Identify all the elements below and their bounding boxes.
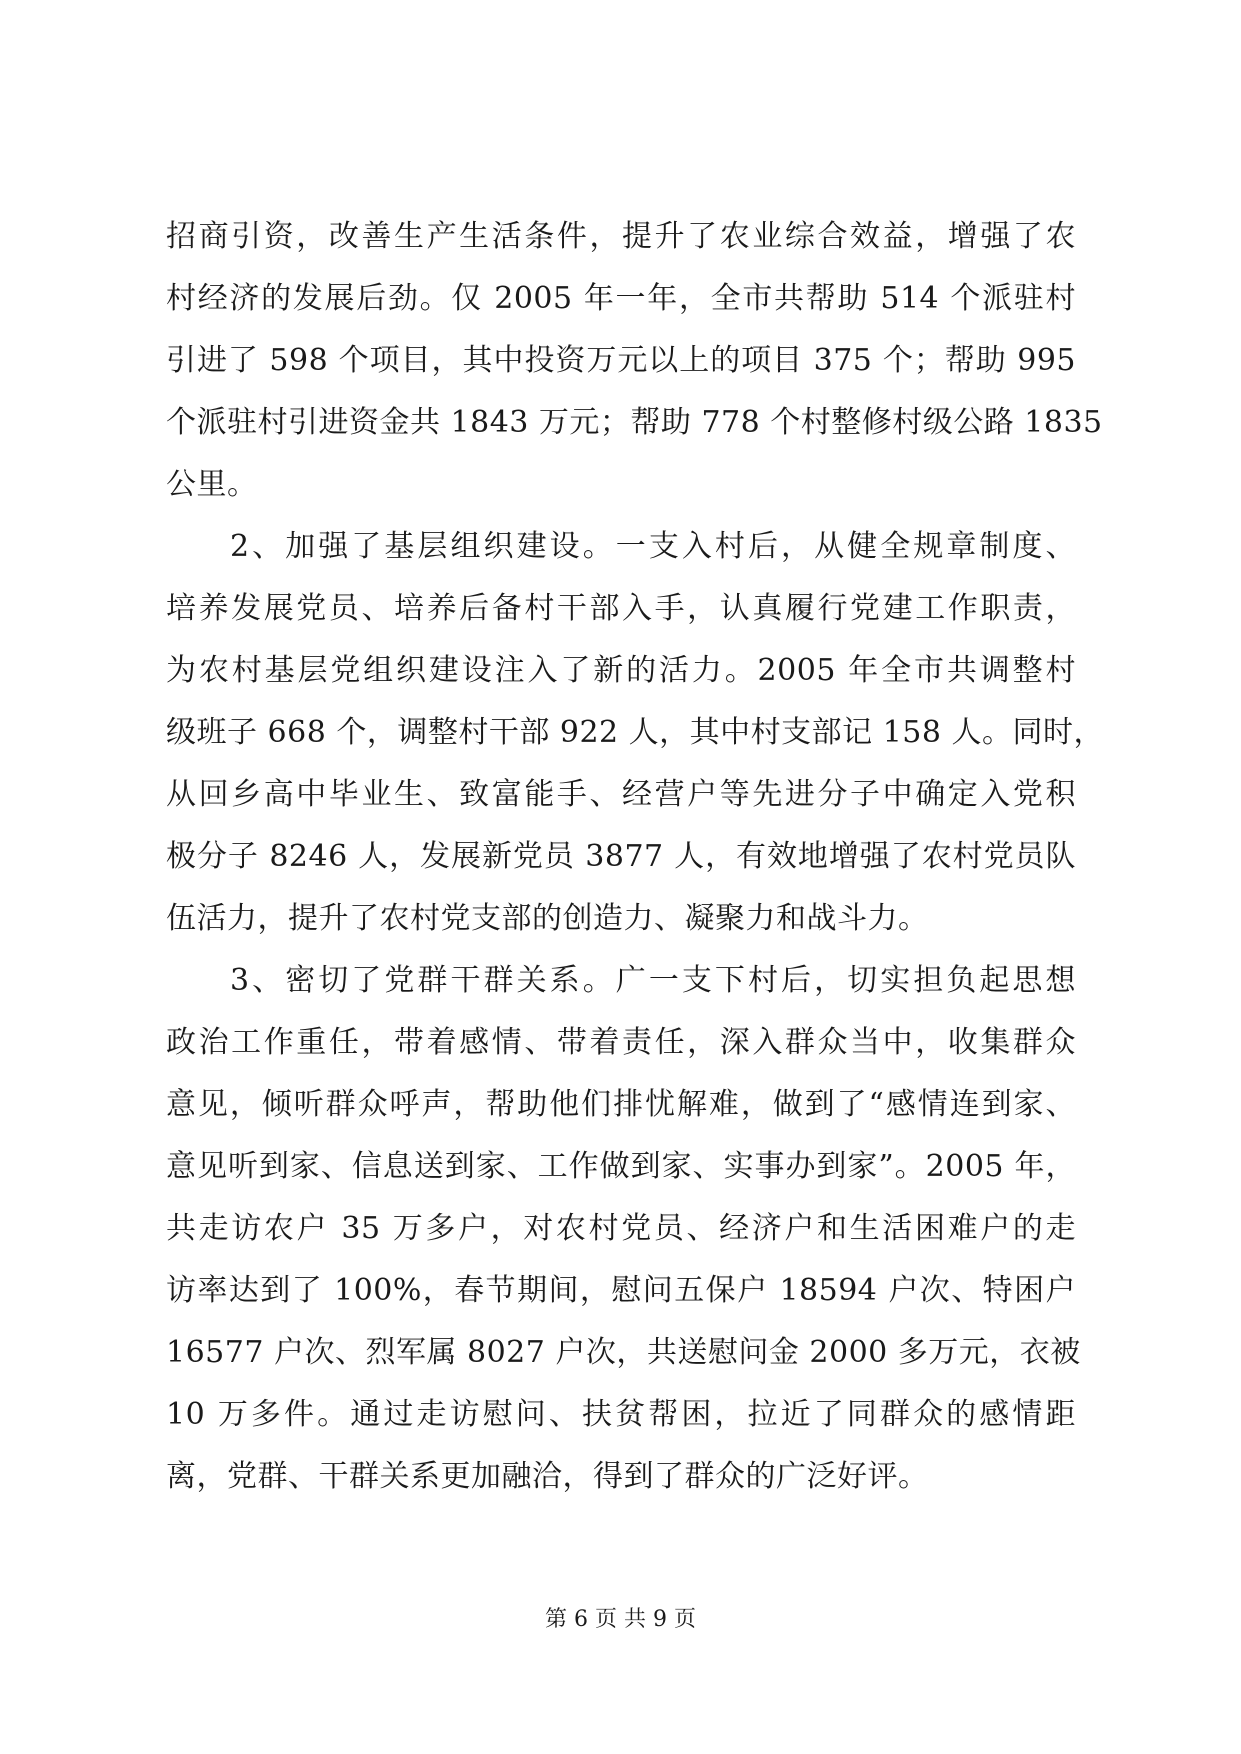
text-line: 3、密切了党群干群关系。广一支下村后，切实担负起思想	[230, 963, 1076, 998]
text-line: 极分子 8246 人，发展新党员 3877 人，有效地增强了农村党员队	[166, 839, 1076, 874]
text-line: 培养发展党员、培养后备村干部入手，认真履行党建工作职责，	[166, 591, 1076, 626]
text-line: 10 万多件。通过走访慰问、扶贫帮困，拉近了同群众的感情距	[166, 1397, 1076, 1432]
text-line: 引进了 598 个项目，其中投资万元以上的项目 375 个；帮助 995	[166, 343, 1076, 378]
text-line: 政治工作重任，带着感情、带着责任，深入群众当中，收集群众	[166, 1025, 1076, 1060]
text-line: 16577 户次、烈军属 8027 户次，共送慰问金 2000 多万元，衣被	[166, 1335, 1081, 1370]
text-line: 村经济的发展后劲。仅 2005 年一年，全市共帮助 514 个派驻村	[166, 281, 1076, 316]
paragraph	[166, 950, 1081, 1508]
paragraph	[166, 206, 1103, 516]
text-line: 离，党群、干群关系更加融洽，得到了群众的广泛好评。	[166, 1459, 929, 1494]
text-line: 2、加强了基层组织建设。一支入村后，从健全规章制度、	[230, 529, 1076, 564]
page-number-footer: 第 6 页 共 9 页	[545, 1607, 696, 1632]
text-line: 从回乡高中毕业生、致富能手、经营户等先进分子中确定入党积	[166, 777, 1076, 812]
text-line: 招商引资，改善生产生活条件，提升了农业综合效益，增强了农	[166, 219, 1076, 254]
text-line: 为农村基层党组织建设注入了新的活力。2005 年全市共调整村	[166, 653, 1076, 688]
text-line: 意见，倾听群众呼声，帮助他们排忧解难，做到了“感情连到家、	[166, 1087, 1076, 1122]
text-line: 级班子 668 个，调整村干部 922 人，其中村支部记 158 人。同时，	[166, 715, 1104, 750]
text-line: 共走访农户 35 万多户，对农村党员、经济户和生活困难户的走	[166, 1211, 1076, 1246]
text-line: 意见听到家、信息送到家、工作做到家、实事办到家”。2005 年，	[166, 1149, 1076, 1184]
text-line: 个派驻村引进资金共 1843 万元；帮助 778 个村整修村级公路 1835	[166, 405, 1103, 440]
document-body	[166, 206, 1104, 1508]
text-line: 公里。	[166, 467, 258, 502]
text-line: 伍活力，提升了农村党支部的创造力、凝聚力和战斗力。	[166, 901, 929, 936]
text-line: 访率达到了 100%，春节期间，慰问五保户 18594 户次、特困户	[166, 1273, 1076, 1308]
paragraph	[166, 516, 1104, 950]
